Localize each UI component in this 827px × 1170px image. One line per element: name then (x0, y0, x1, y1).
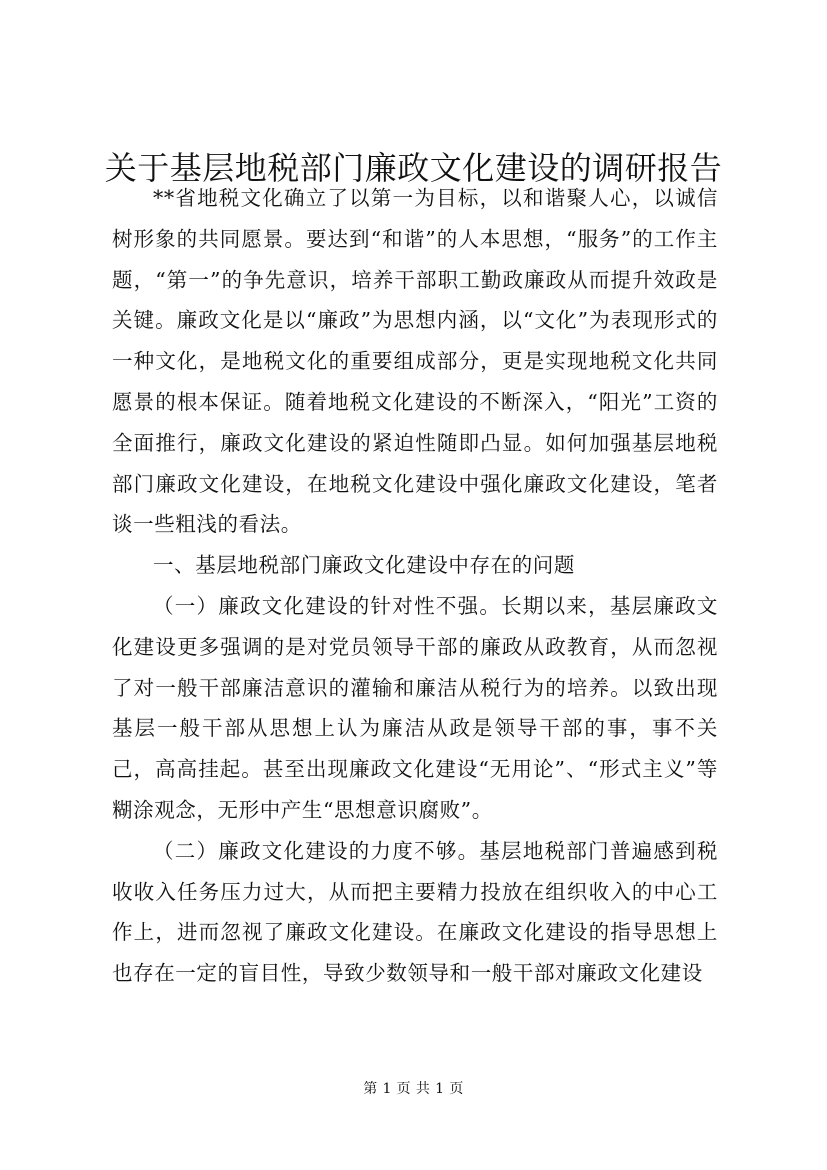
document-body (112, 178, 718, 994)
page-footer: 第 1 页 共 1 页 (363, 1081, 464, 1097)
section-heading: 一、基层地税部门廉政文化建设中存在的问题 (153, 553, 575, 578)
intro-paragraph: **省地税文化确立了以第一为目标，以和谐聚人心，以诚信树形象的共同愿景。要达到“和谐”的人本思想，“服务”的工作主题，“第一”的争先意识，培养干部职工勤政廉政从而提升效政是关键。廉政文化是以“廉政”为思想内涵，以“文化”为表现形式的一种文化，是地税文化的重要组成部分，更是实现地税文化共同愿景的根本保证。随着地税文化建设的不断深入，“阳光”工资的全面推行，廉政文化建设的紧迫性随即凸显。如何加强基层地税部门廉政文化建设，在地税文化建设中强化廉政文化建设，笔者谈一些粗浅的看法。 (112, 186, 718, 537)
section-paragraph-2: （二）廉政文化建设的力度不够。基层地税部门普遍感到税收收入任务压力过大，从而把主要精力投放在组织收入的中心工作上，进而忽视了廉政文化建设。在廉政文化建设的指导思想上也存在一定的盲目性，导致少数领导和一般干部对廉政文化建设 (112, 838, 718, 986)
section-paragraph-1: （一）廉政文化建设的针对性不强。长期以来，基层廉政文化建设更多强调的是对党员领导干部的廉政从政教育，从而忽视了对一般干部廉洁意识的灌输和廉洁从税行为的培养。以致出现基层一般干部从思想上认为廉洁从政是领导干部的事，事不关己，高高挂起。甚至出现廉政文化建设“无用论”、“形式主义”等糊涂观念，无形中产生“思想意识腐败”。 (112, 593, 718, 822)
document-title: 关于基层地税部门廉政文化建设的调研报告 (104, 149, 723, 187)
